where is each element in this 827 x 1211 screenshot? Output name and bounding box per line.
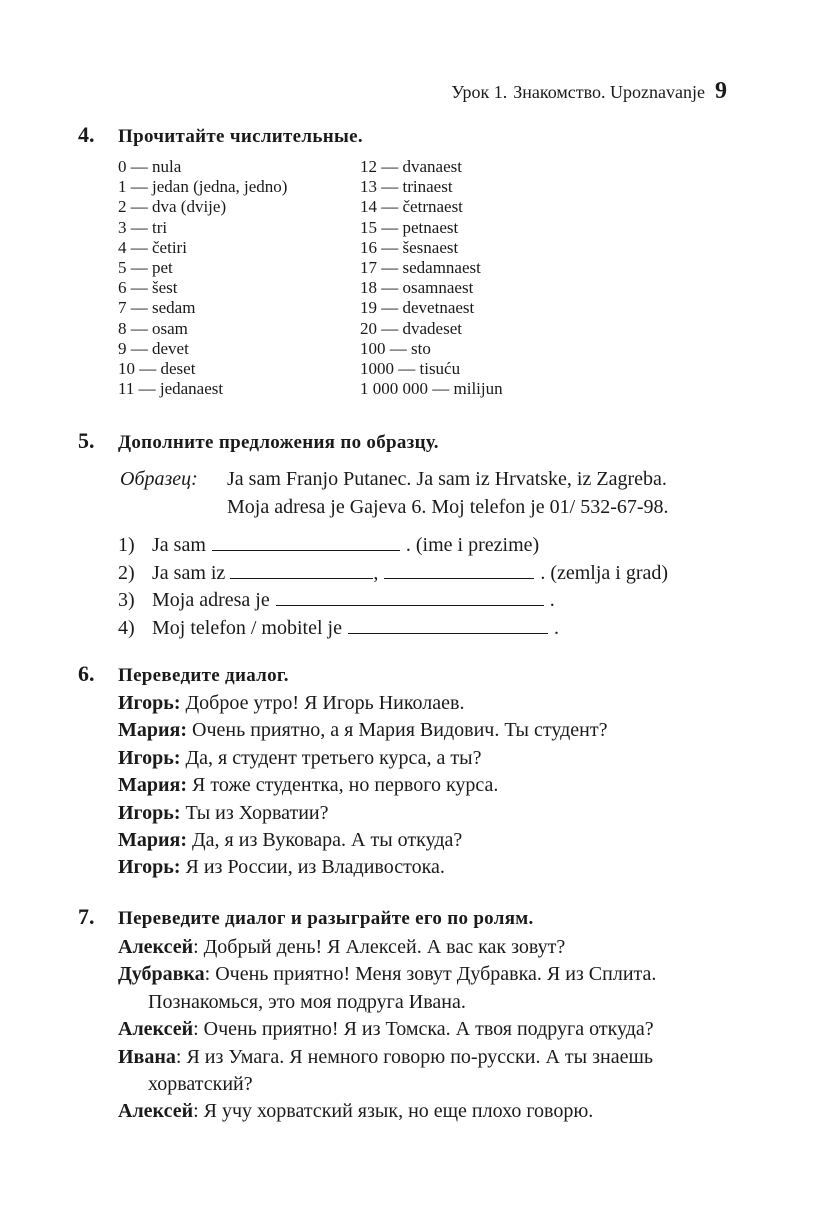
- dialog-line: [118, 1098, 656, 1125]
- numeral-item: 6 — šest: [118, 278, 178, 298]
- exercise-title: Прочитайте числительные.: [118, 126, 363, 147]
- line-text: Я тоже студентка, но первого курса.: [187, 774, 499, 797]
- fill-in-item: [118, 560, 668, 588]
- line-text: Очень приятно, а я Мария Видович. Ты студент?: [187, 719, 608, 742]
- speaker-name: Алексей: [118, 1018, 194, 1041]
- line-text: : Я из Умага. Я немного говорю по-русски. А ты знаешь: [175, 1045, 653, 1068]
- dialog-line: [118, 1016, 656, 1043]
- item-prefix: Ja sam iz: [152, 561, 226, 584]
- numeral-item: 18 — osamnaest: [360, 278, 474, 298]
- sample-line: Moja adresa je Gajeva 6. Moj telefon je 01/ 532-67-98.: [227, 496, 669, 518]
- numeral-item: 7 — sedam: [118, 298, 196, 318]
- numeral-item: 4 — četiri: [118, 237, 187, 257]
- exercise-number: 4.: [78, 122, 95, 147]
- item-prefix: Moj telefon / mobitel je: [152, 616, 342, 639]
- numeral-item: 11 — jedanaest: [118, 379, 224, 399]
- dialog-line: [118, 961, 656, 988]
- fill-in-item: [118, 587, 668, 615]
- exercise-number: 5.: [78, 428, 95, 453]
- item-number: 2): [118, 561, 135, 584]
- line-text: Да, я студент третьего курса, а ты?: [180, 746, 482, 769]
- dialog-line-continuation: хорватский?: [148, 1073, 253, 1096]
- dialog-ex7: [118, 934, 656, 1126]
- line-text: Доброе утро! Я Игорь Николаев.: [180, 692, 465, 714]
- answer-blank[interactable]: [384, 560, 534, 579]
- exercise-4-heading: [78, 122, 363, 148]
- speaker-name: Игорь:: [118, 692, 181, 714]
- item-suffix: .: [553, 616, 559, 639]
- dialog-line: [118, 717, 607, 744]
- running-head: [451, 78, 727, 105]
- dialog-line: [118, 690, 607, 717]
- item-suffix: . (ime i prezime): [405, 534, 540, 556]
- numeral-item: 15 — petnaest: [360, 217, 459, 237]
- item-number: 3): [118, 589, 135, 611]
- numeral-item: 13 — trinaest: [360, 177, 453, 197]
- numerals-right-column: [360, 157, 503, 399]
- numeral-item: 20 — dvadeset: [360, 318, 462, 338]
- sample-label: Образец:: [120, 468, 198, 490]
- answer-blank[interactable]: [212, 532, 400, 551]
- numeral-item: 100 — sto: [360, 338, 431, 358]
- exercise-7-heading: [78, 904, 534, 930]
- exercise-6-heading: [78, 661, 289, 687]
- fill-in-item: [118, 615, 668, 643]
- fill-in-item: [118, 532, 668, 560]
- numeral-item: 14 — četrnaest: [360, 197, 463, 217]
- numeral-item: 8 — osam: [118, 318, 188, 338]
- exercise-5-heading: [78, 428, 439, 454]
- item-prefix: Moja adresa je: [152, 589, 270, 611]
- answer-blank[interactable]: [230, 560, 373, 579]
- numeral-item: 2 — dva (dvije): [118, 197, 227, 217]
- speaker-name: Алексей: [118, 936, 194, 958]
- line-text: : Я учу хорватский язык, но еще плохо говорю.: [193, 1100, 594, 1123]
- exercise-title: Дополните предложения по образцу.: [118, 432, 439, 453]
- dialog-ex6: [118, 690, 607, 882]
- numeral-item: 0 — nula: [118, 157, 182, 176]
- item-number: 4): [118, 616, 135, 639]
- sample-line: Ja sam Franjo Putanec. Ja sam iz Hrvatske, iz Zagreba.: [227, 468, 667, 490]
- line-text: Да, я из Вуковара. А ты откуда?: [187, 829, 463, 852]
- item-suffix: . (zemlja i grad): [540, 561, 669, 584]
- dialog-line: [118, 854, 607, 881]
- exercise-number: 6.: [78, 661, 95, 686]
- numeral-item: 5 — pet: [118, 258, 173, 278]
- line-text: : Очень приятно! Я из Томска. А твоя подруга откуда?: [193, 1018, 654, 1041]
- answer-blank[interactable]: [348, 615, 548, 634]
- line-text: : Добрый день! Я Алексей. А вас как зовут?: [193, 936, 566, 958]
- numeral-item: 17 — sedamnaest: [360, 258, 481, 278]
- speaker-name: Игорь:: [118, 746, 181, 769]
- line-text: Ты из Хорватии?: [180, 801, 329, 824]
- sample-text: [227, 465, 669, 521]
- dialog-line: [118, 745, 607, 772]
- exercise-title: Переведите диалог.: [118, 665, 289, 686]
- numeral-item: 3 — tri: [118, 217, 168, 237]
- page-number: 9: [715, 78, 727, 104]
- numerals-left-column: [118, 157, 287, 399]
- numeral-item: 9 — devet: [118, 338, 189, 358]
- numeral-item: 1 — jedan (jedna, jedno): [118, 177, 288, 197]
- item-number: 1): [118, 534, 135, 556]
- answer-blank[interactable]: [276, 587, 544, 606]
- dialog-line: [118, 800, 607, 827]
- exercise-title: Переведите диалог и разыграйте его по ролям.: [118, 908, 534, 929]
- item-prefix: Ja sam: [152, 534, 206, 556]
- dialog-line: [118, 934, 656, 961]
- line-text: : Очень приятно! Меня зовут Дубравка. Я из Сплита.: [204, 963, 657, 986]
- item-suffix: .: [549, 589, 555, 611]
- numeral-item: 1000 — tisuću: [360, 359, 461, 379]
- numeral-item: 10 — deset: [118, 359, 196, 379]
- speaker-name: Игорь:: [118, 801, 181, 824]
- speaker-name: Игорь:: [118, 856, 181, 879]
- speaker-name: Алексей: [118, 1100, 194, 1123]
- speaker-name: Мария:: [118, 774, 188, 797]
- exercise-number: 7.: [78, 904, 95, 929]
- speaker-name: Мария:: [118, 829, 188, 852]
- numeral-item: 1 000 000 — milijun: [360, 379, 503, 399]
- fill-in-list: [118, 532, 668, 642]
- lesson-label: Урок 1.: [451, 82, 508, 102]
- dialog-line: [118, 827, 607, 854]
- item-separator: ,: [373, 561, 379, 584]
- dialog-line: [118, 772, 607, 799]
- numeral-item: 19 — devetnaest: [360, 298, 475, 318]
- numeral-item: 12 — dvanaest: [360, 157, 462, 176]
- numeral-item: 16 — šesnaest: [360, 237, 459, 257]
- line-text: Я из России, из Владивостока.: [180, 856, 445, 879]
- speaker-name: Мария:: [118, 719, 188, 742]
- dialog-line-continuation: Познакомься, это моя подруга Ивана.: [148, 990, 466, 1013]
- lesson-title: Знакомство. Upoznavanje: [513, 82, 705, 102]
- dialog-line: [118, 1044, 656, 1071]
- speaker-name: Дубравка: [118, 963, 205, 986]
- speaker-name: Ивана: [118, 1045, 176, 1068]
